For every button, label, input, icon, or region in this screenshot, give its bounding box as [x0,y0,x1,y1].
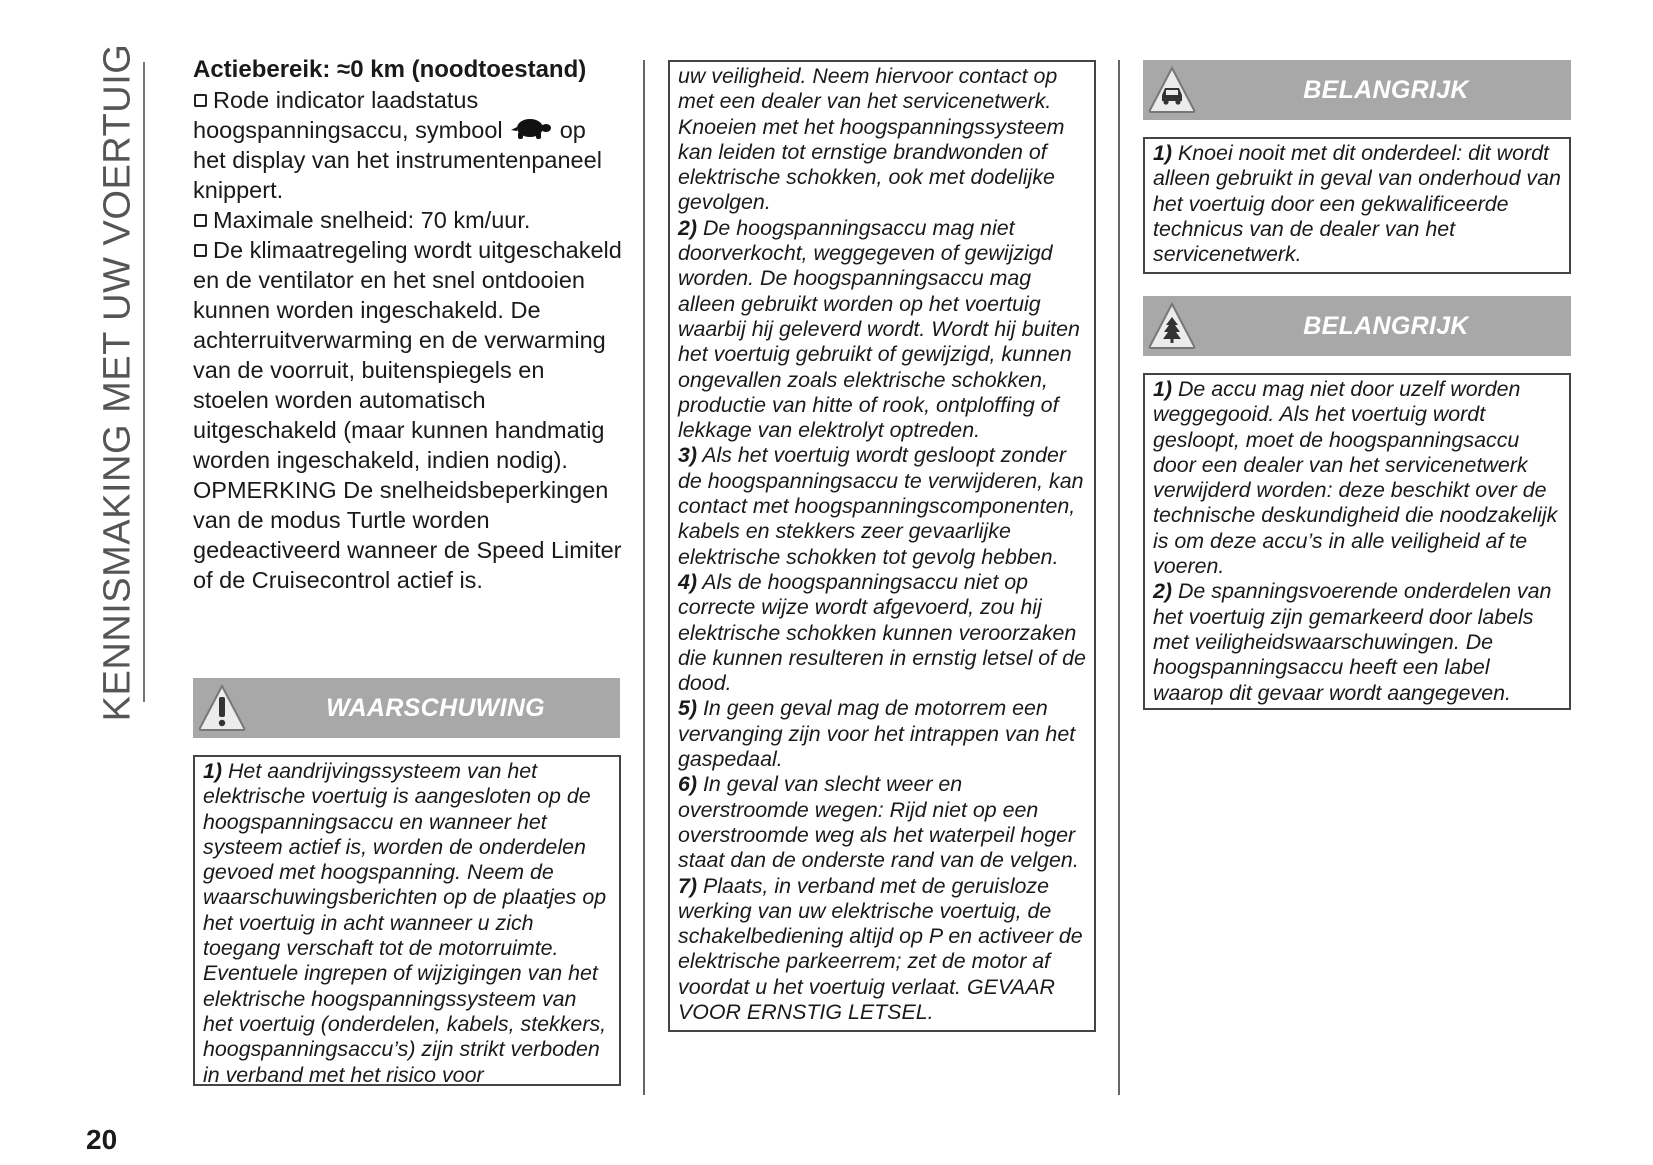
warning-item-4: 4) Als de hoogspanningsaccu niet op correcte wijze wordt afgevoerd, zou hij elektrische schokken kunnen veroorzaken die kunnen resulteren in ernstig letsel of de dood. [678,569,1086,696]
warning-item-6: 6) In geval van slecht weer en overstroomde wegen: Rijd niet op een overstroomde weg als het waterpeil hoger staat dan de onderste rand van de velgen. [678,772,1079,873]
warning-note-item: 1) Het aandrijvingssysteem van het elektrische voertuig is aangesloten op de hoogspanningsaccu en wanneer het systeem actief is, worden de onderdelen gevoed met hoogspanning. Neem de waarschuwingsberichten op de plaatjes op het voertuig in acht wanneer u zich toegang verschaft tot de motorruimte. Eventuele ingrepen of wijzigingen van het elektrische hoogspanningssysteem van het voertuig (onderdelen, kabels, stekkers, hoogspanningsaccu’s) zijn strikt verboden in verband met het risico voor [203,759,607,1087]
bullet-item-climate: De klimaatregeling wordt uitgeschakeld en de ventilator en het snel ontdooien kunnen worden ingeschakeld. De achterruitverwarming en de verwarming van de voorruit, buitenspiegels en stoelen worden automatisch uitgeschakeld (maar kunnen handmatig worden ingeschakeld, indien nodig). [193,237,622,473]
column-left [193,55,623,595]
side-title-divider [143,62,145,702]
bullet-item-indicator: Rode indicator laadstatus hoogspanningsaccu, symbool op het display van het instrumentenpaneel knippert. [193,87,602,203]
range-heading: Actiebereik: ≈0 km (noodtoestand) [193,56,587,83]
important-note-1-item: 1) Knoei nooit met dit onderdeel: dit wordt alleen gebruikt in geval van onderhoud van het voertuig door een gekwalificeerde technicus van de dealer van het servicenetwerk. [1153,141,1561,267]
warning-note-box [193,755,621,1086]
important-banner-2-label: BELANGRIJK [1303,311,1469,340]
important-note-2-item-2: 2) De spanningsvoerende onderdelen van het voertuig zijn gemarkeerd door labels met veiligheidswaarschuwingen. De hoogspanningsaccu heeft een label waarop dit gevaar wordt aangegeven. [1153,579,1552,705]
bullet-item-speed: Maximale snelheid: 70 km/uur. [193,205,623,235]
important-banner-1-label: BELANGRIJK [1303,75,1469,104]
note-paragraph: OPMERKING De snelheidsbeperkingen van de modus Turtle worden gedeactiveerd wanneer de Speed Limiter of de Cruisecontrol actief is. [193,477,622,593]
bullet-box-icon [194,244,207,257]
car-triangle-icon [1147,65,1197,115]
warning-banner-label: WAARSCHUWING [326,693,545,722]
warning-banner [193,678,620,738]
column-divider-left [643,60,645,1095]
warning-item-3: 3) Als het voertuig wordt gesloopt zonder de hoogspanningsaccu te verwijderen, kan contact met hoogspanningscomponenten, kabels en stekkers zeer gevaarlijke elektrische schokken tot gevolg hebben. [678,443,1084,569]
warning-continuation-box [668,60,1096,1032]
column-divider-right [1118,60,1120,1095]
continuation-text: uw veiligheid. Neem hiervoor contact op met een dealer van het servicenetwerk. Knoeien met het hoogspanningssysteem kan leiden tot ernstige brandwonden of elektrische schokken, ook met dodelijke gevolgen. [678,64,1065,215]
important-note-box-2 [1143,373,1571,710]
page-number: 20 [86,1124,118,1155]
bullet-box-icon [194,94,207,107]
turtle-icon [509,117,553,141]
exclamation-triangle-icon [197,683,247,733]
tree-triangle-icon [1147,301,1197,351]
warning-item-5: 5) In geen geval mag de motorrem een vervanging zijn voor het intrappen van het gaspedaal. [678,696,1076,772]
important-banner-1 [1143,60,1571,120]
important-banner-2 [1143,296,1571,356]
warning-item-2: 2) De hoogspanningsaccu mag niet doorverkocht, weggegeven of gewijzigd worden. De hoogspanningsaccu mag alleen gebruikt worden op het voertuig waarbij hij geleverd wordt. Wordt hij buiten het voertuig gebruikt of gewijzigd, kunnen ongevallen zoals elektrische schokken, productie van hitte of rook, ontploffing of lekkage van elektrolyt optreden. [678,215,1080,443]
warning-item-7: 7) Plaats, in verband met de geruisloze werking van uw elektrische voertuig, de schakelbediening altijd op P en activeer de elektrische parkeerrem; zet de motor af voordat u het voertuig verlaat. GEVAAR VOOR ERNSTIG LETSEL. [678,873,1083,1024]
side-section-title: KENNISMAKING MET UW VOERTUIG [96,43,139,722]
important-note-box-1 [1143,137,1571,274]
bullet-box-icon [194,214,207,227]
important-note-2-item-1: 1) De accu mag niet door uzelf worden weggegooid. Als het voertuig wordt gesloopt, moet de hoogspanningsaccu door een dealer van het servicenetwerk verwijderd worden: deze beschikt over de technische deskundigheid die noodzakelijk is om deze accu’s in alle veiligheid af te voeren. [1153,377,1558,579]
